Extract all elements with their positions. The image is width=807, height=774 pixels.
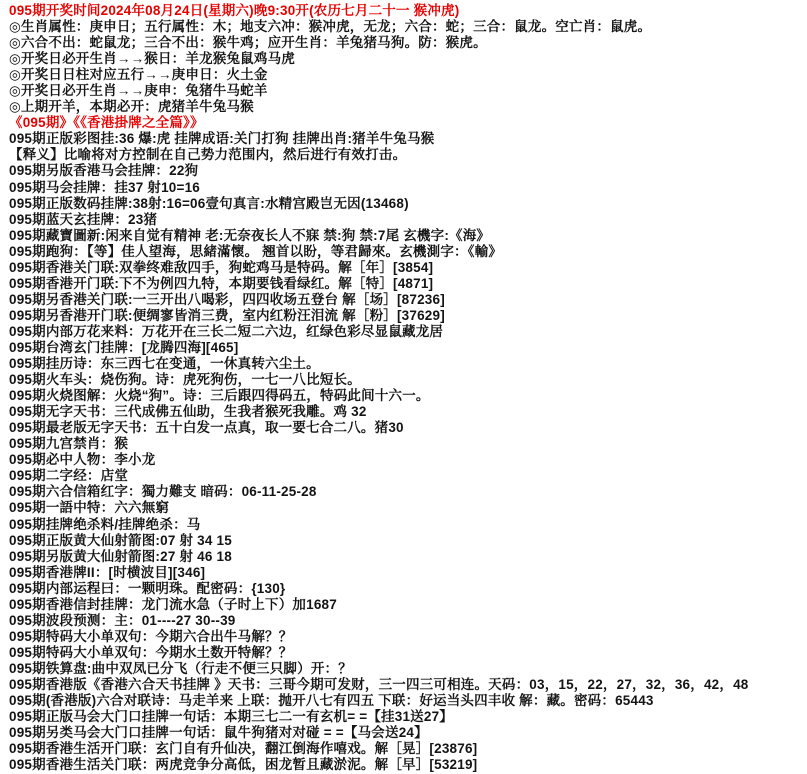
text-line: 095期无字天书：三代成佛五仙助，生我者猴死我雕。鸡 32	[9, 404, 367, 420]
text-line: 095期香港开门联:下不为例四九特，本期要钱看绿红。解［特］[4871]	[9, 275, 434, 291]
text-line: 095期另香港开门联:便绸寥皆消三费，室内红粉汪泪流 解［粉］[37629]	[9, 307, 445, 323]
text-line: 095期挂牌绝杀料/挂牌绝杀：马	[9, 516, 201, 532]
text-line: 095期正版彩图挂:36 爆:虎 挂牌成语:关门打狗 挂牌出肖:猪羊牛兔马猴	[9, 131, 435, 147]
text-line: 095期另版黄大仙射箭图:27 射 46 18	[9, 548, 232, 564]
header-line: 095期开奖时间2024年08月24日(星期六)晚9:30开(农历七月二十一 猴冲虎)	[9, 3, 460, 18]
text-line: 095期香港关门联:双拳终难敌四手，狗蛇鸡马是特码。解［年］[3854]	[9, 259, 434, 275]
text-line: 095期(香港版)六合对联诗：马走羊来 上联：抛开八七有四五 下联：好运当头四丰收 解：藏。密码：65443	[9, 693, 654, 709]
text-line: 095期藏寶圖新:闲来自觉有精神 老:无奈夜长人不寐 禁:狗 禁:7尾 玄機字:《海》	[9, 227, 491, 243]
header-line: 《095期》《《香港掛牌之全篇》》	[9, 115, 204, 131]
text-line: 095期正版马会大门口挂牌一句话：本期三七二一有玄机= =【挂31送27】	[9, 709, 453, 725]
text-line: 095期火车头：烧伤狗。诗：虎死狗伤，一七一八比短长。	[9, 372, 361, 388]
text-line: 095期香港信封挂牌：龙门流水急（子时上下）加1687	[9, 596, 337, 612]
text-line: 095期特码大小单双句：今期六合出牛马解？？	[9, 628, 293, 644]
text-line: 095期另类马会大门口挂牌一句话：鼠牛狗猪对对碰 = =【马会送24】	[9, 725, 428, 741]
text-line: ◎六合不出：蛇鼠龙；三合不出：猴牛鸡；应开生肖：羊兔猪马狗。防：猴虎。	[9, 35, 487, 51]
text-line: 095期特码大小单双句：今期水土数开特解？？	[9, 644, 293, 660]
text-line: 【释义】比喻将对方控制在自己势力范围内，然后进行有效打击。	[9, 147, 407, 163]
text-line: 095期香港牌II：[时横波目][346]	[9, 564, 206, 580]
text-line: ◎开奖日日柱对应五行→→庚申日：火土金	[9, 67, 268, 83]
text-line: 095期另版香港马会挂牌：22狗	[9, 163, 199, 179]
text-line: 095期内部万花来料：万花开在三长二短二六边，红绿色彩尽显鼠藏龙居	[9, 323, 444, 339]
text-line: ◎上期开羊，本期必开：虎猪羊牛兔马猴	[9, 99, 254, 115]
text-line: 095期跑狗：【等】佳人望海，思緒滿懷。 翘首以盼，等君歸來。玄機測字：《輸》	[9, 243, 503, 259]
text-line: 095期波段预测：主：01----27 30--39	[9, 612, 236, 628]
text-line: 095期九宫禁肖：猴	[9, 436, 129, 452]
text-line: 095期二字经：店堂	[9, 468, 129, 484]
text-line: ◎生肖属性：庚申日；五行属性：木；地支六冲：猴冲虎，无龙；六合：蛇；三合：鼠龙。空亡肖：鼠虎。	[9, 19, 652, 35]
text-line: 095期最老版无字天书：五十白发一点真，取一要七合二八。猪30	[9, 420, 404, 436]
text-line: ◎开奖日必开生肖→→猴日：羊龙猴兔鼠鸡马虎	[9, 51, 295, 67]
text-line: 095期另香港关门联:一三开出八喝彩，四四收场五登台 解［场］[87236]	[9, 291, 445, 307]
text-line: 095期正版黄大仙射箭图:07 射 34 15	[9, 532, 232, 548]
text-line: 095期香港生活开门联：玄门自有升仙决，翻江倒海作嘻戏。解［晃］[23876]	[9, 741, 478, 757]
text-line: 095期内部运程曰：一颗明珠。配密码：{130}	[9, 580, 286, 596]
text-line: 095期火烧图解：火烧“狗”。诗：三后跟四得码五，特码此间十六一。	[9, 388, 430, 404]
text-line: 095期台湾玄门挂牌：[龙腾四海][465]	[9, 339, 239, 355]
text-line: 095期一語中特：六六無窮	[9, 500, 170, 516]
text-line: 095期六合信箱红字：獨力難支 暗码：06-11-25-28	[9, 484, 317, 500]
text-line: ◎开奖日必开生肖→→庚申：兔猪牛马蛇羊	[9, 83, 268, 99]
text-line: 095期铁算盘:曲中双凤已分飞（行走不便三只脚）开：？	[9, 660, 352, 676]
text-line: 095期必中人物：李小龙	[9, 452, 156, 468]
text-line: 095期香港版《香港六合天书挂牌 》天书：三哥今期可发财，三一四三可相连。天码：03，15，22，27，32，36，42，48	[9, 676, 749, 692]
text-line: 095期挂历诗：东三西七在变通，一休真转六尘土。	[9, 356, 320, 372]
text-line: 095期香港生活关门联：两虎竞争分高低，困龙暂且藏淤泥。解［早］[53219]	[9, 757, 478, 773]
text-line: 095期马会挂牌：挂37 射10=16	[9, 179, 201, 195]
text-line: 095期蓝天玄挂牌：23猪	[9, 211, 158, 227]
text-line: 095期正版数码挂牌:38射:16=06壹句真言:水精宫殿岂无因(13468)	[9, 195, 409, 211]
text-lines	[9, 3, 801, 773]
